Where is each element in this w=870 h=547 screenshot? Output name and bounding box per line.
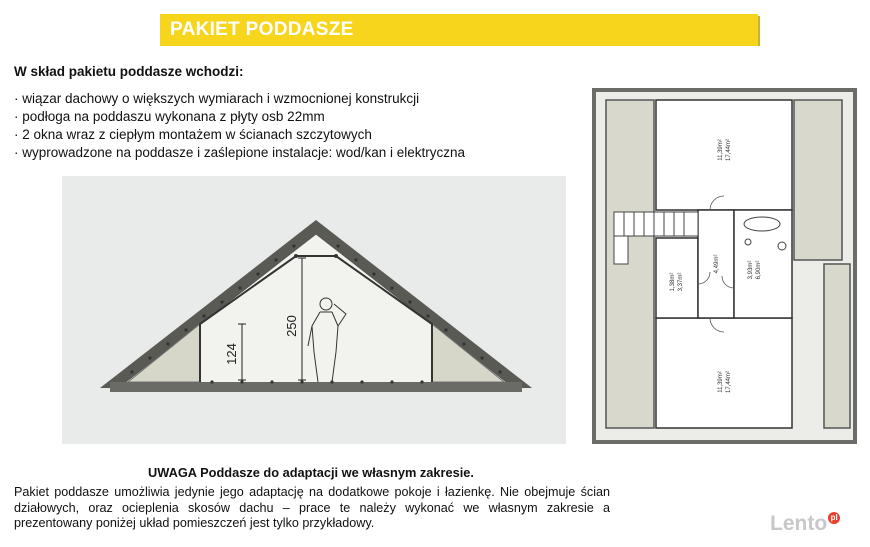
room-bottom-area: 11,39m²: [718, 371, 724, 393]
adaptation-note: Pakiet poddasze umożliwia jedynie jego adaptację na dodatkowe pokoje i łazienkę. Nie obejmuje ścian działowych, oraz ocieplenia skosów dachu – prace te należy wykonać we własnym zakresie a prezentowany poniżej układ pomieszczeń jest tylko przykładowy.: [14, 485, 610, 530]
small-room-area-2: 3,37m²: [678, 272, 684, 292]
hall-area: 4,49m²: [714, 254, 720, 274]
package-contents-list: [14, 90, 465, 162]
list-item: · podłoga na poddaszu wykonana z płyty osb 22mm: [14, 108, 465, 126]
sink-icon: [745, 239, 751, 245]
bathroom-area-2: 6,90m²: [756, 260, 762, 280]
bathtub-icon: [744, 217, 780, 231]
knee-wall-right: [794, 100, 842, 260]
cross-section-drawing: [62, 176, 566, 444]
room-top: [656, 100, 792, 210]
list-item: · wyprowadzone na poddasze i zaślepione instalacje: wod/kan i elektryczna: [14, 144, 465, 162]
header-banner: [160, 14, 758, 46]
toilet-icon: [778, 242, 786, 250]
insulation-right: [432, 324, 504, 382]
height-dimension-label: 250: [284, 315, 299, 337]
room-top-area: 11,39m²: [718, 139, 724, 161]
room-bottom-area-2: 17,44m²: [726, 370, 732, 394]
small-room-area: 1,38m²: [670, 272, 676, 292]
lento-watermark: [770, 512, 840, 536]
banner-shadow: [758, 16, 760, 46]
bathroom-area: 3,93m²: [748, 260, 754, 280]
wall-dimension-label: 124: [224, 343, 239, 365]
room-bottom: [656, 318, 792, 428]
floor-plan-drawing: [592, 88, 857, 444]
page-title: PAKIET PODDASZE: [170, 19, 354, 40]
room-top-area-2: 17,44m²: [726, 138, 732, 162]
insulation-left: [128, 324, 200, 382]
list-item: · 2 okna wraz z ciepłym montażem w ścianach szczytowych: [14, 126, 465, 144]
list-item: · wiązar dachowy o większych wymiarach i wzmocnionej konstrukcji: [14, 90, 465, 108]
warning-heading: UWAGA Poddasze do adaptacji we własnym zakresie.: [148, 465, 474, 480]
knee-wall-left: [606, 100, 654, 428]
attic-floor-plan: [592, 88, 857, 444]
attic-cross-section: [62, 176, 566, 444]
floor-slab: [110, 382, 522, 392]
small-room: [656, 238, 698, 318]
watermark-text: Lento: [770, 512, 828, 535]
package-intro: W skład pakietu poddasze wchodzi:: [14, 64, 244, 79]
watermark-badge: pl: [828, 512, 840, 524]
